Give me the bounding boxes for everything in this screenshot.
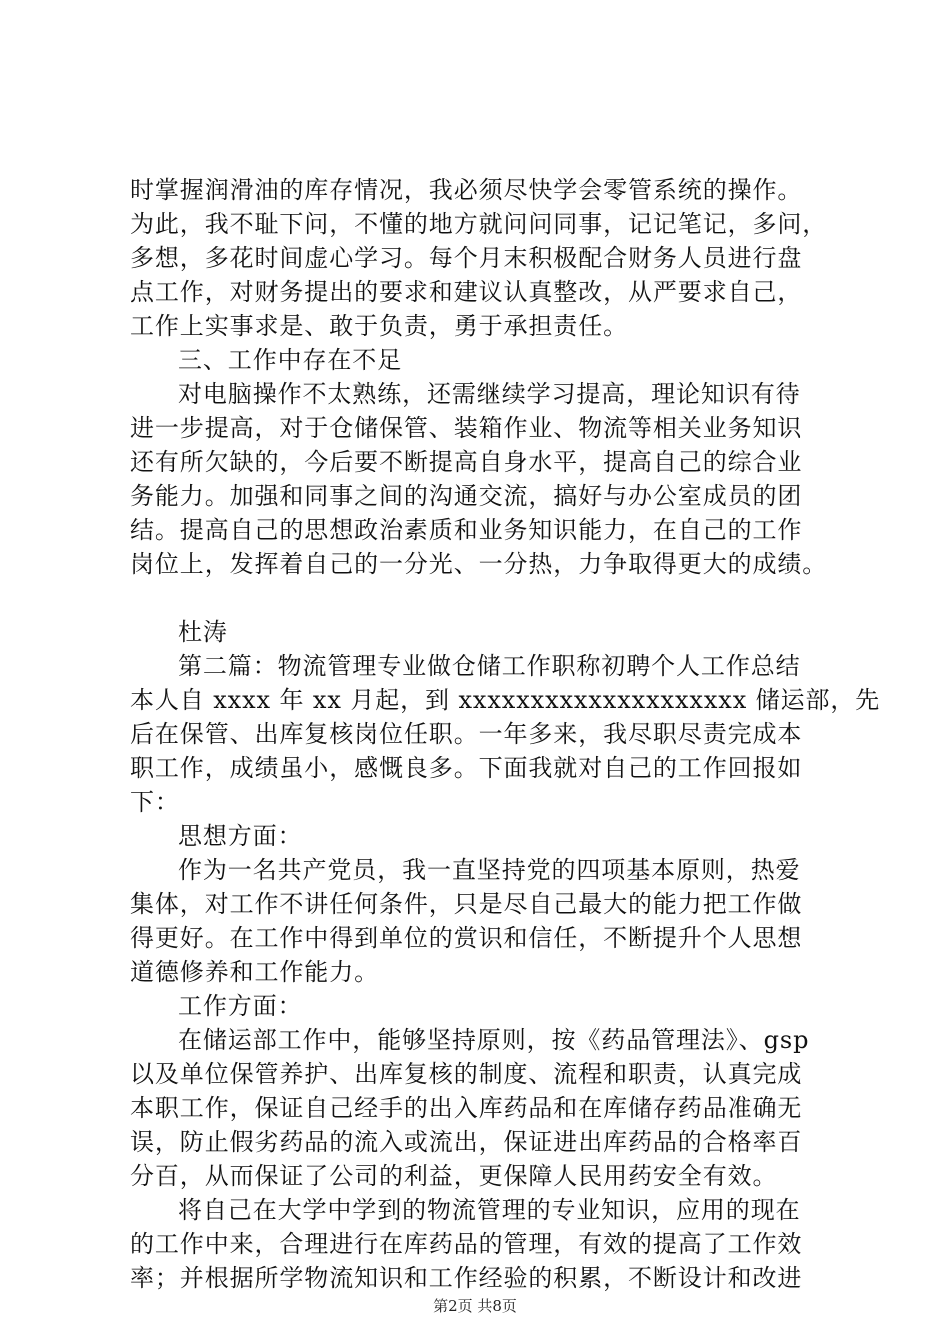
body-line: 时掌握润滑油的库存情况，我必须尽快学会零管系统的操作。 [130, 176, 803, 204]
section-heading: 工作方面： [178, 992, 303, 1020]
body-line: 职工作，成绩虽小，感慨良多。下面我就对自己的工作回报如 [130, 754, 803, 782]
body-line: 道德修养和工作能力。 [130, 958, 379, 986]
body-line: 在储运部工作中，能够坚持原则，按《药品管理法》、gsp [178, 1026, 810, 1054]
body-line: 后在保管、出库复核岗位任职。一年多来，我尽职尽责完成本 [130, 720, 803, 748]
body-line: 工作上实事求是、敢于负责，勇于承担责任。 [130, 312, 628, 340]
body-line: 将自己在大学中学到的物流管理的专业知识，应用的现在 [178, 1196, 801, 1224]
body-line: 岗位上，发挥着自己的一分光、一分热，力争取得更大的成绩。 [130, 550, 828, 578]
body-line: 作为一名共产党员，我一直坚持党的四项基本原则，热爱 [178, 856, 801, 884]
body-line: 得更好。在工作中得到单位的赏识和信任，不断提升个人思想 [130, 924, 803, 952]
body-line: 对电脑操作不太熟练，还需继续学习提高，理论知识有待 [178, 380, 801, 408]
body-line: 还有所欠缺的，今后要不断提高自身水平，提高自己的综合业 [130, 448, 803, 476]
body-line: 多想，多花时间虚心学习。每个月末积极配合财务人员进行盘 [130, 244, 803, 272]
body-line: 以及单位保管养护、出库复核的制度、流程和职责，认真完成 [130, 1060, 803, 1088]
body-line: 率；并根据所学物流知识和工作经验的积累，不断设计和改进 [130, 1264, 803, 1292]
body-line: 误，防止假劣药品的流入或流出，保证进出库药品的合格率百 [130, 1128, 803, 1156]
chapter-title: 第二篇：物流管理专业做仓储工作职称初聘个人工作总结 [178, 652, 801, 680]
body-line: 为此，我不耻下问，不懂的地方就问问同事，记记笔记，多问， [130, 210, 828, 238]
body-line: 的工作中来，合理进行在库药品的管理，有效的提高了工作效 [130, 1230, 803, 1258]
section-heading: 思想方面： [178, 822, 303, 850]
body-line: 结。提高自己的思想政治素质和业务知识能力，在自己的工作 [130, 516, 803, 544]
author-name: 杜涛 [178, 618, 228, 646]
body-line: 本职工作，保证自己经手的出入库药品和在库储存药品准确无 [130, 1094, 803, 1122]
page-footer: 第2页 共8页 [433, 1297, 517, 1315]
body-line: 本人自 xxxx 年 xx 月起，到 xxxxxxxxxxxxxxxxxxxx 储运部，先 [130, 686, 881, 714]
body-line: 点工作，对财务提出的要求和建议认真整改，从严要求自己， [130, 278, 803, 306]
body-line: 下： [130, 788, 180, 816]
body-line: 进一步提高，对于仓储保管、装箱作业、物流等相关业务知识 [130, 414, 803, 442]
body-line: 务能力。加强和同事之间的沟通交流，搞好与办公室成员的团 [130, 482, 803, 510]
body-line: 集体，对工作不讲任何条件，只是尽自己最大的能力把工作做 [130, 890, 803, 918]
section-heading: 三、工作中存在不足 [178, 346, 403, 374]
body-line: 分百，从而保证了公司的利益，更保障人民用药安全有效。 [130, 1162, 778, 1190]
